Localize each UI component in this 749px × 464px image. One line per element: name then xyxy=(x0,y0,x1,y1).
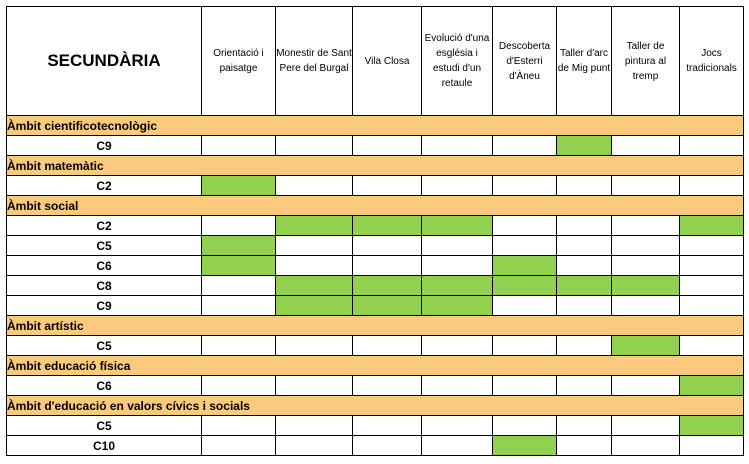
empty-cell xyxy=(202,276,276,296)
empty-cell xyxy=(202,136,276,156)
competency-code: C6 xyxy=(7,376,202,396)
empty-cell xyxy=(493,336,557,356)
checked-cell xyxy=(612,336,680,356)
competency-code: C8 xyxy=(7,276,202,296)
empty-cell xyxy=(680,236,744,256)
section-row xyxy=(7,156,744,176)
section-label: Àmbit social xyxy=(7,196,744,216)
table-row xyxy=(7,296,744,316)
empty-cell xyxy=(612,136,680,156)
empty-cell xyxy=(612,436,680,456)
empty-cell xyxy=(612,296,680,316)
empty-cell xyxy=(557,256,612,276)
empty-cell xyxy=(493,216,557,236)
competency-code: C9 xyxy=(7,136,202,156)
checked-cell xyxy=(680,416,744,436)
section-label: Àmbit educació física xyxy=(7,356,744,376)
checked-cell xyxy=(493,276,557,296)
empty-cell xyxy=(276,336,353,356)
table-row xyxy=(7,136,744,156)
empty-cell xyxy=(612,376,680,396)
empty-cell xyxy=(680,436,744,456)
table-title: SECUNDÀRIA xyxy=(7,7,202,116)
empty-cell xyxy=(422,436,493,456)
table-body xyxy=(7,116,744,456)
section-label: Àmbit d'educació en valors cívics i socials xyxy=(7,396,744,416)
empty-cell xyxy=(612,416,680,436)
section-row xyxy=(7,116,744,136)
competency-table xyxy=(6,6,744,456)
section-row xyxy=(7,316,744,336)
empty-cell xyxy=(353,436,422,456)
empty-cell xyxy=(353,416,422,436)
table-row xyxy=(7,236,744,256)
header-row xyxy=(7,7,744,116)
checked-cell xyxy=(202,236,276,256)
checked-cell xyxy=(353,276,422,296)
empty-cell xyxy=(612,176,680,196)
empty-cell xyxy=(202,376,276,396)
checked-cell xyxy=(202,256,276,276)
empty-cell xyxy=(557,236,612,256)
empty-cell xyxy=(353,136,422,156)
activity-header: Orientació i paisatge xyxy=(202,7,276,116)
empty-cell xyxy=(276,256,353,276)
empty-cell xyxy=(276,376,353,396)
empty-cell xyxy=(680,276,744,296)
empty-cell xyxy=(557,416,612,436)
section-row xyxy=(7,396,744,416)
competency-code: C5 xyxy=(7,336,202,356)
checked-cell xyxy=(422,296,493,316)
checked-cell xyxy=(202,176,276,196)
empty-cell xyxy=(202,296,276,316)
table-row xyxy=(7,376,744,396)
empty-cell xyxy=(680,136,744,156)
empty-cell xyxy=(353,376,422,396)
empty-cell xyxy=(557,176,612,196)
checked-cell xyxy=(422,276,493,296)
activity-header: Taller de pintura al tremp xyxy=(612,7,680,116)
checked-cell xyxy=(493,256,557,276)
activity-header: Taller d'arc de Mig punt xyxy=(557,7,612,116)
empty-cell xyxy=(557,216,612,236)
empty-cell xyxy=(493,296,557,316)
table-row xyxy=(7,176,744,196)
checked-cell xyxy=(353,216,422,236)
empty-cell xyxy=(680,176,744,196)
empty-cell xyxy=(422,236,493,256)
empty-cell xyxy=(680,296,744,316)
empty-cell xyxy=(612,256,680,276)
empty-cell xyxy=(680,256,744,276)
activity-header: Monestir de Sant Pere del Burgal xyxy=(276,7,353,116)
competency-code: C6 xyxy=(7,256,202,276)
competency-code: C9 xyxy=(7,296,202,316)
competency-code: C5 xyxy=(7,236,202,256)
empty-cell xyxy=(557,336,612,356)
empty-cell xyxy=(557,376,612,396)
table-row xyxy=(7,216,744,236)
checked-cell xyxy=(493,436,557,456)
empty-cell xyxy=(680,336,744,356)
empty-cell xyxy=(422,256,493,276)
checked-cell xyxy=(276,276,353,296)
section-row xyxy=(7,356,744,376)
competency-code: C5 xyxy=(7,416,202,436)
checked-cell xyxy=(680,216,744,236)
empty-cell xyxy=(202,416,276,436)
empty-cell xyxy=(353,256,422,276)
empty-cell xyxy=(422,416,493,436)
activity-header: Jocs tradicionals xyxy=(680,7,744,116)
checked-cell xyxy=(557,136,612,156)
checked-cell xyxy=(612,276,680,296)
checked-cell xyxy=(276,296,353,316)
empty-cell xyxy=(493,376,557,396)
empty-cell xyxy=(202,436,276,456)
section-label: Àmbit cientificotecnològic xyxy=(7,116,744,136)
empty-cell xyxy=(493,416,557,436)
section-label: Àmbit artístic xyxy=(7,316,744,336)
section-label: Àmbit matemàtic xyxy=(7,156,744,176)
empty-cell xyxy=(353,336,422,356)
empty-cell xyxy=(493,176,557,196)
table-row xyxy=(7,336,744,356)
checked-cell xyxy=(422,216,493,236)
empty-cell xyxy=(422,376,493,396)
empty-cell xyxy=(493,236,557,256)
table-row xyxy=(7,276,744,296)
empty-cell xyxy=(276,176,353,196)
competency-code: C2 xyxy=(7,176,202,196)
empty-cell xyxy=(612,216,680,236)
empty-cell xyxy=(493,136,557,156)
empty-cell xyxy=(276,236,353,256)
section-row xyxy=(7,196,744,216)
competency-code: C10 xyxy=(7,436,202,456)
table-row xyxy=(7,416,744,436)
empty-cell xyxy=(612,236,680,256)
checked-cell xyxy=(680,376,744,396)
checked-cell xyxy=(557,276,612,296)
empty-cell xyxy=(557,296,612,316)
empty-cell xyxy=(353,236,422,256)
checked-cell xyxy=(276,216,353,236)
empty-cell xyxy=(276,416,353,436)
empty-cell xyxy=(422,336,493,356)
table-row xyxy=(7,436,744,456)
competency-code: C2 xyxy=(7,216,202,236)
empty-cell xyxy=(202,216,276,236)
empty-cell xyxy=(276,136,353,156)
table-row xyxy=(7,256,744,276)
empty-cell xyxy=(557,436,612,456)
activity-header: Evolució d'una església i estudi d'un retaule xyxy=(422,7,493,116)
empty-cell xyxy=(353,176,422,196)
activity-header: Vila Closa xyxy=(353,7,422,116)
empty-cell xyxy=(422,176,493,196)
empty-cell xyxy=(202,336,276,356)
activity-header: Descoberta d'Esterri d'Àneu xyxy=(493,7,557,116)
empty-cell xyxy=(276,436,353,456)
checked-cell xyxy=(353,296,422,316)
empty-cell xyxy=(422,136,493,156)
